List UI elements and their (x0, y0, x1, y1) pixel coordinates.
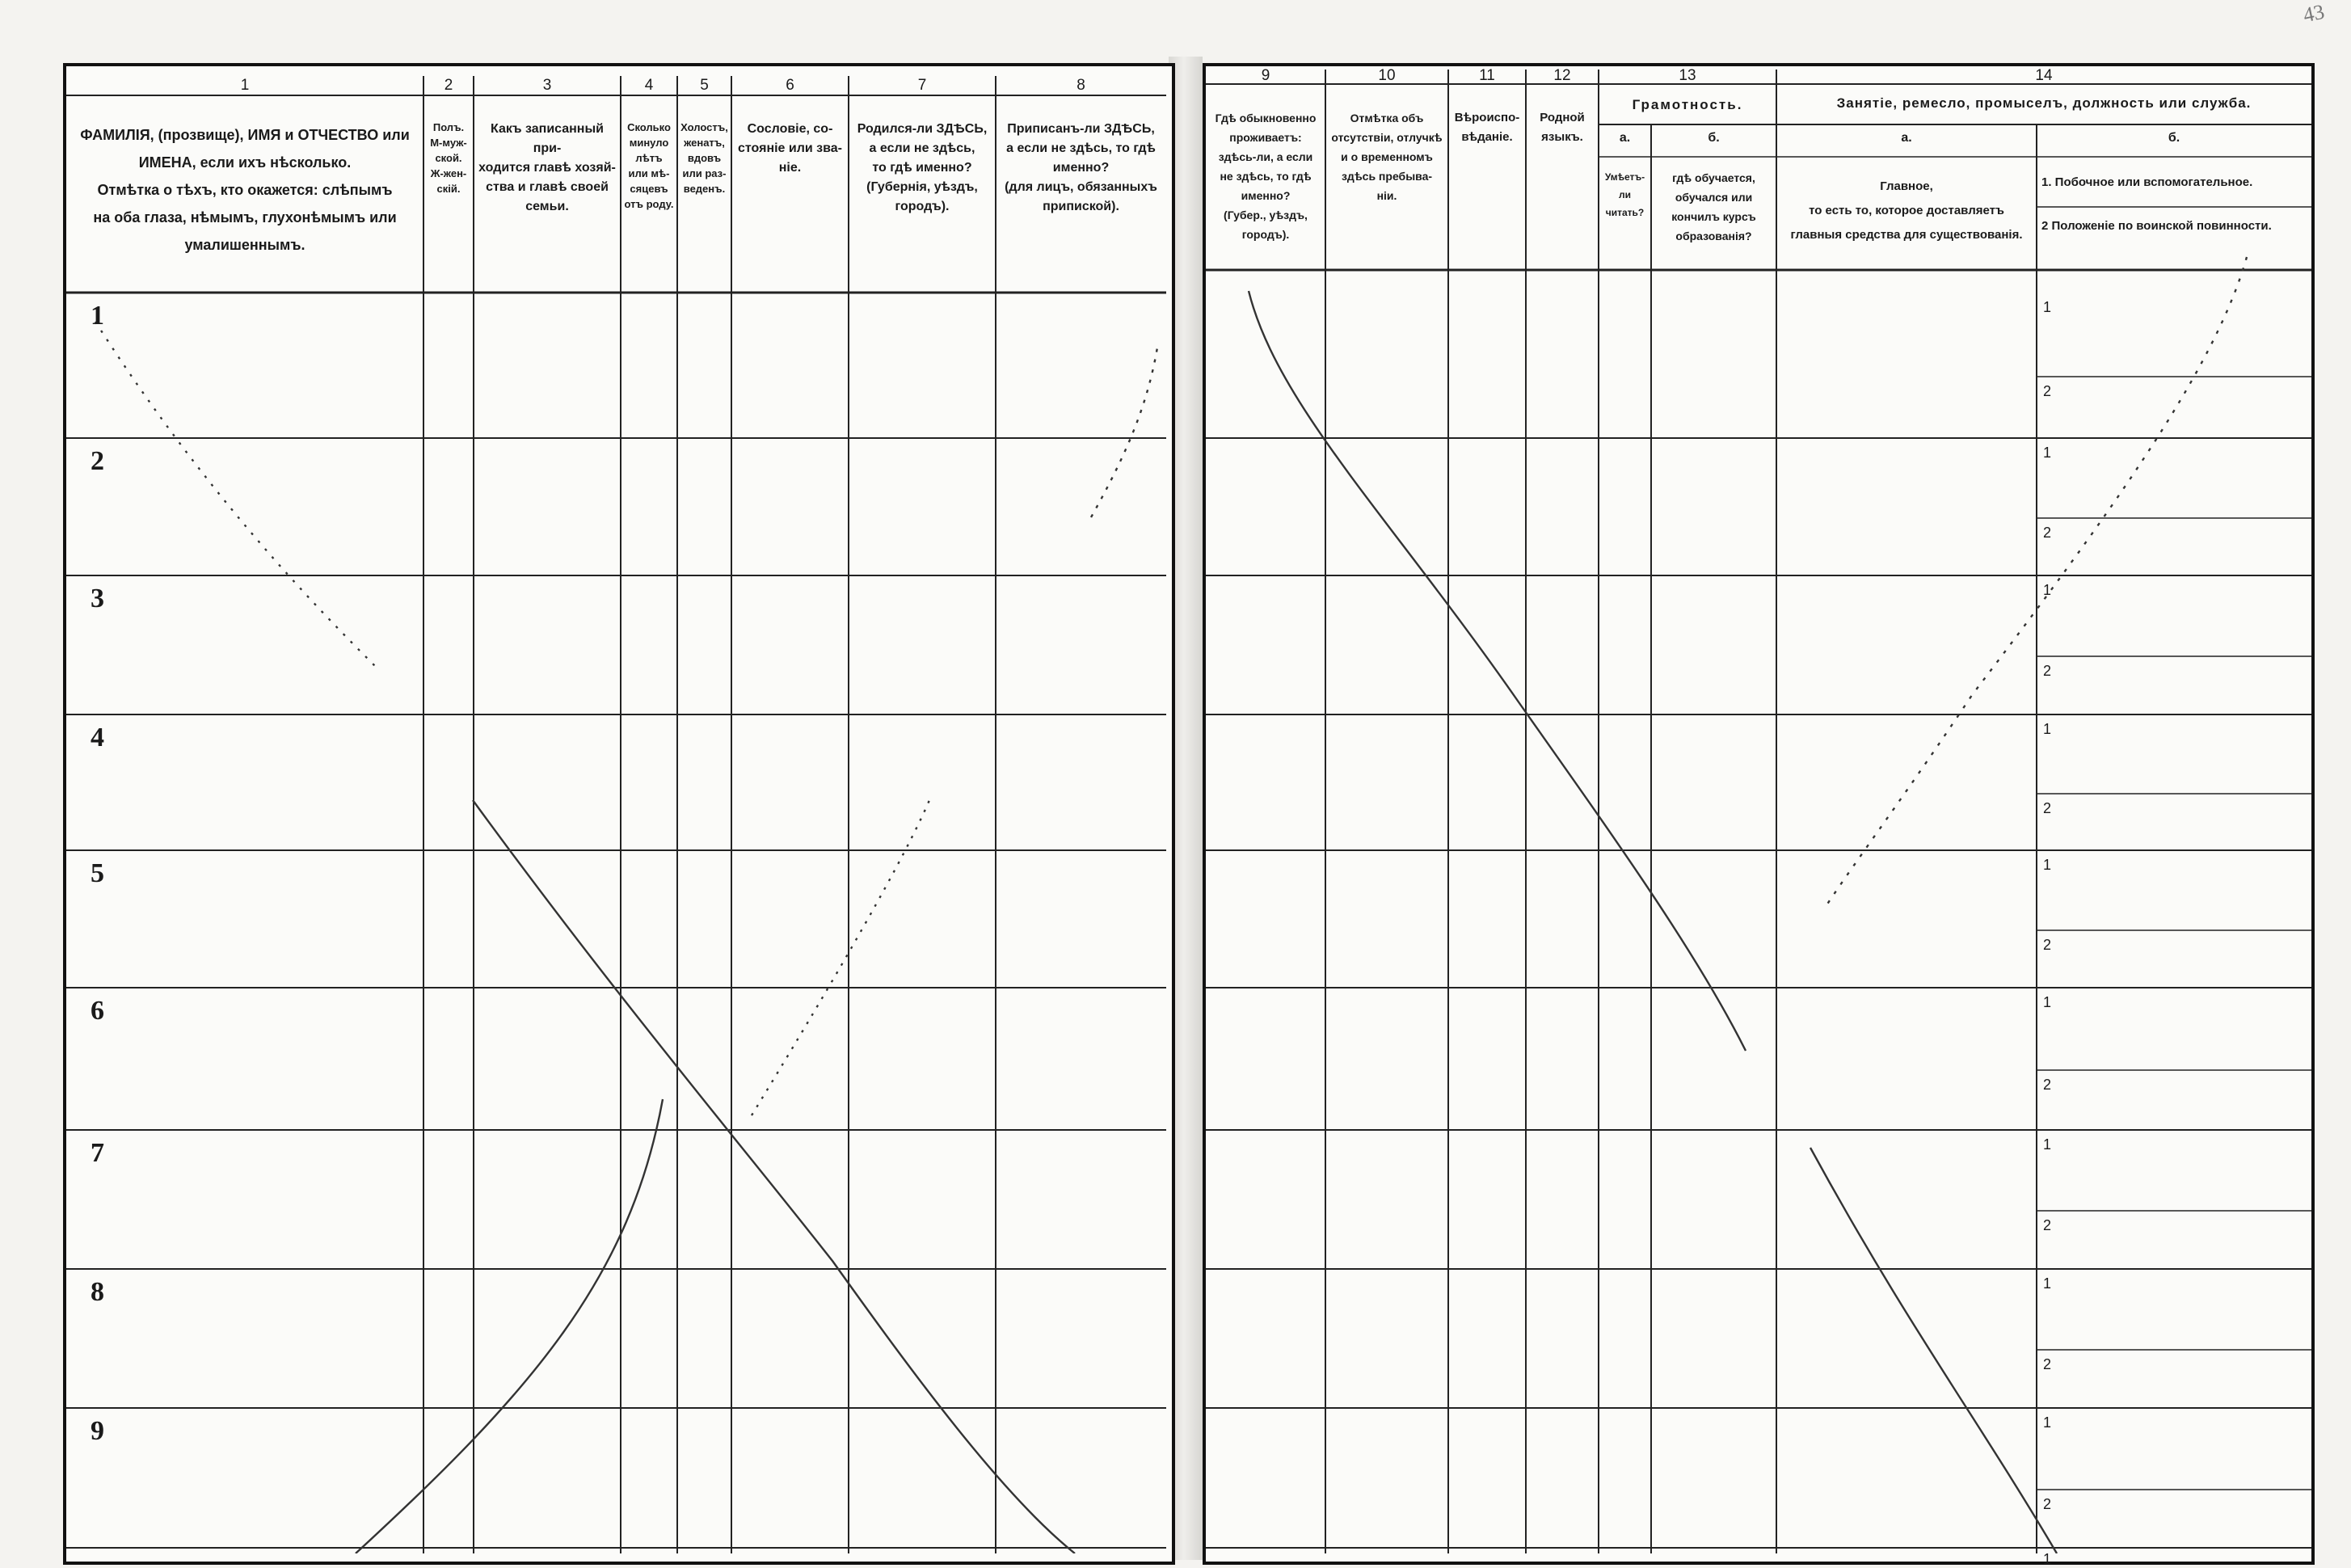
census-form-left-page (63, 63, 1175, 1565)
column-number: 2 (444, 77, 453, 94)
column-header: Сколько минуло лѣтъ или мѣ- сяцевъ отъ роду. (624, 121, 674, 210)
sub-row-number: 1 (2043, 1551, 2052, 1567)
row-number: 3 (91, 584, 104, 613)
sub-row-number: 1 (2043, 994, 2052, 1010)
column-number: 7 (917, 77, 927, 94)
sub-row-number: 2 (2043, 1077, 2052, 1093)
sub-row-number: 2 (2043, 1496, 2052, 1512)
row-number: 4 (91, 723, 104, 752)
column-header: Родной языкъ. (1540, 111, 1585, 144)
sub-row-number: 2 (2043, 383, 2052, 399)
column-number: 13 (1679, 67, 1696, 84)
sub-row-number: 1 (2043, 582, 2052, 598)
column-header: Полъ. М-муж- ской. Ж-жен- скій. (430, 121, 467, 195)
column-header: Холостъ, женатъ, вдовъ или раз- веденъ. (680, 121, 728, 195)
column-header: Какъ записанный при- ходится главѣ хозяй- ства и главѣ своей семьи. (478, 122, 616, 213)
column-number: 8 (1076, 77, 1085, 94)
column-number: 11 (1479, 67, 1495, 84)
sub-row-number: 2 (2043, 663, 2052, 679)
sub-row-number: 1 (2043, 857, 2052, 873)
occupation-sub-label: б. (2168, 131, 2180, 145)
row-number: 6 (91, 996, 104, 1026)
column-number: 10 (1378, 67, 1396, 84)
row-number: 1 (91, 301, 104, 331)
column-number: 6 (786, 77, 794, 94)
sub-row-number: 1 (2043, 721, 2052, 737)
column-number: 4 (644, 77, 654, 94)
column-number: 9 (1261, 67, 1270, 84)
column-header: Приписанъ-ли ЗДѢСЬ, а если не здѣсь, то гдѣ именно? (для лицъ, обязанныхъ припиской). (1005, 122, 1157, 213)
military-duty-header: 2 Положеніе по воинской повинности. (2041, 219, 2272, 233)
sub-row-number: 1 (2043, 1136, 2052, 1153)
sub-row-number: 2 (2043, 1217, 2052, 1233)
sub-row-number: 1 (2043, 1414, 2052, 1431)
sub-row-number: 1 (2043, 299, 2052, 315)
literacy-sub-header: Умѣетъ- ли читать? (1604, 171, 1645, 218)
column-number: 12 (1553, 67, 1571, 84)
column-header: Вѣроиспо- вѣданіе. (1454, 111, 1520, 144)
sub-row-number: 2 (2043, 800, 2052, 816)
page-mark: 43 (2301, 0, 2327, 27)
literacy-sub-label: б. (1708, 131, 1720, 145)
sub-row-number: 2 (2043, 525, 2052, 541)
occupation-secondary-header: 1. Побочное или вспомогательное. (2041, 175, 2253, 189)
column-number: 1 (240, 77, 250, 94)
census-form-right-page (1203, 63, 2315, 1565)
column-header: Сословіе, со- стояніе или зва- ніе. (738, 122, 842, 175)
column-header: Родился-ли ЗДѢСЬ, а если не здѣсь, то гдѣ именно? (Губернія, уѣздъ, городъ). (857, 122, 988, 213)
column-number: 5 (700, 77, 709, 94)
sub-row-number: 1 (2043, 1275, 2052, 1292)
column-number: 3 (542, 77, 552, 94)
sub-row-number: 1 (2043, 445, 2052, 461)
literacy-sub-header: гдѣ обучается, обучался или кончилъ курсъ образованія? (1671, 171, 1756, 242)
literacy-sub-label: а. (1619, 131, 1631, 145)
column-header: Гдѣ обыкновенно проживаетъ: здѣсь-ли, а если не здѣсь, то гдѣ именно? (Губер., уѣздъ, городъ). (1215, 112, 1317, 241)
column-header: Отмѣтка объ отсутствіи, отлучкѣ и о временномъ здѣсь пребыва- ніи. (1331, 112, 1443, 202)
row-number: 2 (91, 446, 104, 476)
column-number: 14 (2035, 67, 2053, 84)
sub-row-number: 2 (2043, 937, 2052, 953)
occupation-sub-label: а. (1901, 131, 1912, 145)
occupation-group-header: Занятіе, ремесло, промыселъ, должность или служба. (1836, 95, 2252, 111)
column-header: ФАМИЛІЯ, (прозвище), ИМЯ и ОТЧЕСТВО или ИМЕНА, если ихъ нѣсколько. Отмѣтка о тѣхъ, кто окажется: слѣпымъ на оба глаза, нѣмымъ, глухонѣмымъ или умалишеннымъ. (80, 127, 410, 253)
row-number: 5 (91, 858, 104, 888)
row-number: 9 (91, 1416, 104, 1446)
row-number: 7 (91, 1138, 104, 1168)
sub-row-number: 2 (2043, 1356, 2052, 1372)
row-number: 8 (91, 1277, 104, 1307)
occupation-main-header: Главное, то есть то, которое доставляетъ главныя средства для существованія. (1790, 179, 2023, 242)
literacy-group-header: Грамотность. (1632, 97, 1743, 112)
